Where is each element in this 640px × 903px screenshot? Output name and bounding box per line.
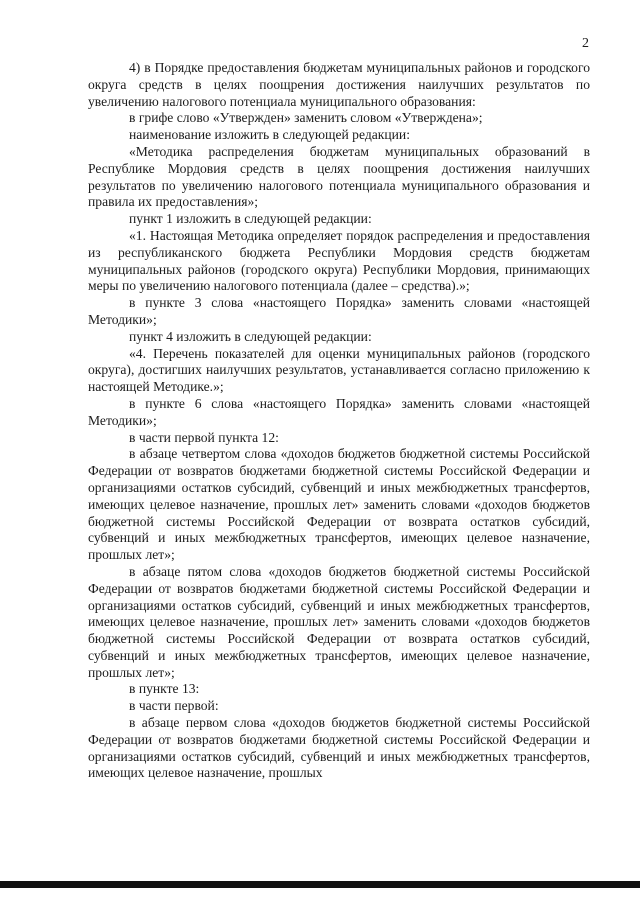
paragraph-point-3-change: в пункте 3 слова «настоящего Порядка» заменить словами «настоящей Методики»;	[88, 295, 590, 327]
paragraph-point-13-part-1: в части первой:	[129, 698, 219, 714]
paragraph-title-change: наименование изложить в следующей редакции:	[129, 127, 410, 143]
paragraph-point-6-change: в пункте 6 слова «настоящего Порядка» заменить словами «настоящей Методики»;	[88, 395, 590, 428]
document-body	[88, 60, 590, 782]
paragraph-point-1-text: «1. Настоящая Методика определяет порядок распределения и предоставления из республиканского бюджета Республики Мордовия средств бюджетам муниципальных районов (городского округа) Республики Мордовия, принимающих меры по увеличению налогового потенциала (далее – средства).»;	[88, 227, 590, 294]
scan-edge-bar	[0, 881, 640, 888]
paragraph-point-4-text: «4. Перечень показателей для оценки муниципальных районов (городского округа), достигших наилучших результатов, устанавливается согласно приложению к настоящей Методике.»;	[88, 345, 590, 395]
paragraph-point-13-abzac-1: в абзаце первом слова «доходов бюджетов бюджетной системы Российской Федерации от возвратов бюджетами бюджетной системы Российской Федерации и организациями остатков субсидий, субвенций и иных межбюджетных трансфертов, имеющих целевое назначение, прошлых	[88, 715, 590, 781]
paragraph-point-1-change: пункт 1 изложить в следующей редакции:	[129, 211, 372, 227]
paragraph-point-13-intro: в пункте 13:	[129, 681, 200, 697]
paragraph-item-4-intro: 4) в Порядке предоставления бюджетам муниципальных районов и городского округа средств в целях поощрения достижения наилучших результатов по увеличению налогового потенциала муниципального образования:	[88, 60, 590, 109]
page-number: 2	[582, 36, 589, 51]
paragraph-point-4-change: пункт 4 изложить в следующей редакции:	[129, 328, 372, 344]
paragraph-griff-change: в грифе слово «Утвержден» заменить словом «Утверждена»;	[129, 110, 483, 126]
paragraph-new-title: «Методика распределения бюджетам муниципальных образований в Республике Мордовия средств в целях поощрения достижения наилучших результатов по увеличению налогового потенциала муниципального образования и правила их предоставления»;	[88, 143, 590, 210]
paragraph-point-12-abzac-4: в абзаце четвертом слова «доходов бюджетов бюджетной системы Российской Федерации от возвратов бюджетами бюджетной системы Российской Федерации и организациями остатков субсидий, субвенций и иных межбюджетных трансфертов, имеющих целевое назначение, прошлых лет» заменить словами «доходов бюджетов бюджетной системы Российской Федерации от возврата остатков субсидий, субвенций и иных межбюджетных трансфертов, имеющих целевое назначение, прошлых лет»;	[88, 446, 590, 563]
paragraph-point-12-intro: в части первой пункта 12:	[129, 429, 279, 445]
paragraph-point-12-abzac-5: в абзаце пятом слова «доходов бюджетов бюджетной системы Российской Федерации от возвратов бюджетами бюджетной системы Российской Федерации и организациями остатков субсидий, субвенций и иных межбюджетных трансфертов, имеющих целевое назначение, прошлых лет» заменить словами «доходов бюджетов бюджетной системы Российской Федерации от возврата остатков субсидий, субвенций и иных межбюджетных трансфертов, имеющих целевое назначение, прошлых лет»;	[88, 563, 590, 680]
